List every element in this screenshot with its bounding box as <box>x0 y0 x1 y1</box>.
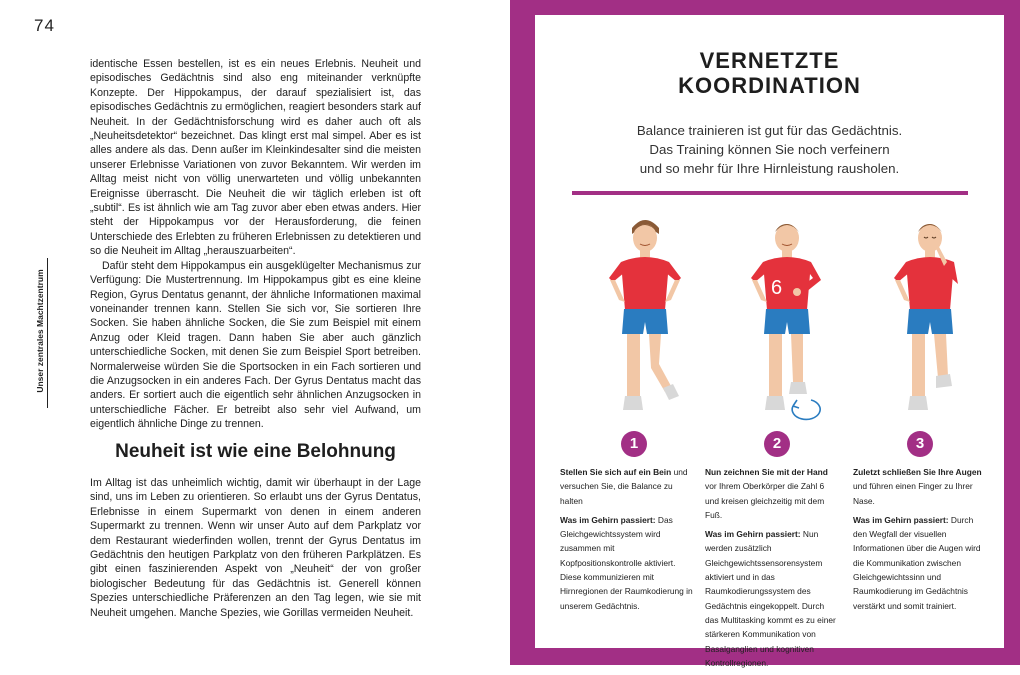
step-3-badge: 3 <box>907 431 933 457</box>
step-1-badge: 1 <box>621 431 647 457</box>
step-1-brain-label: Was im Gehirn passiert: <box>560 514 656 525</box>
left-page <box>0 0 510 665</box>
step-3-brain-text: Durch den Wegfall der visuellen Informationen über die Augen wird die Kommunikation zwischen Gleichgewichtssinn und Raumkodierung im Gedächtnis verstärkt und somit trainiert. <box>853 514 981 611</box>
right-page <box>510 0 1020 668</box>
paragraph-2: Dafür steht dem Hippokampus ein ausgeklügelter Mechanismus zur Verfügung: Die Mustertrennung. Im Hippokampus gibt es eine kleine Region, Gyrus Dentatus genannt, der ähnliche Informationen maximal voneinander trennen kann. Stellen Sie sich vor, Sie sortieren Ihre Socken. Sie haben ähnliche Socken, die Sie zum Beispiel mit einem Anzug oder Kleid tragen. Dann haben Sie aber auch gänzlich unterschiedliche Socken, mit denen Sie zum Beispiel Sport betreiben. Normalerweise würden Sie die Sportsocken in ein Fach sortieren und die Anzugsocken in ein anderes Fach. Der Gyrus Dentatus macht das anders. Er sortiert auch die eigentlich sehr ähnlichen Anzugsocken in unterschiedliche Fächer. Er betreibt also sehr viel Aufwand, um eigentlich ähnliche Dinge zu trennen. <box>90 259 421 431</box>
step-2-text <box>705 465 839 675</box>
step-2-badge: 2 <box>764 431 790 457</box>
step-2-brain <box>705 527 839 670</box>
side-section-label-text: Unser zentrales Machtzentrum <box>35 269 45 393</box>
card-subtitle-line1: Balance trainieren ist gut für das Gedächtnis. <box>636 123 903 138</box>
exercise-figure-1-illustration <box>599 210 691 432</box>
step-1-instruction-bold: Stellen Sie sich auf ein Bein <box>560 467 672 477</box>
step-2-brain-text: Nun werden zusätzlich Gleichgewichtssensorensystem aktiviert und in das Raumkodierungssystem des Gedächtnis eingekoppelt. Durch das Multitasking kommt es zu einer stärkeren Kommunikation von Basalganglien und kognitiven Kontrollregionen. <box>705 529 836 668</box>
step-1-brain <box>560 513 694 613</box>
step-2-instruction <box>705 465 839 522</box>
info-card <box>535 15 1004 668</box>
step-3-brain <box>853 513 987 613</box>
body-text-bottom <box>90 476 421 620</box>
card-title-line1: VERNETZTE <box>699 48 840 73</box>
side-rule <box>47 258 48 408</box>
card-title <box>535 48 1004 98</box>
paragraph-1: identische Essen bestellen, ist es ein neues Erlebnis. Neuheit und episodisches Gedächtnis sind also eng miteinander verknüpfte Konzepte. Der Hippokampus, der darauf spezialisiert ist, das episodisches Gedächtnis zu ermöglichen, reagiert besonders stark auf Neuheit. In der Gedächtnisforschung wird es daher auch oft als „Neuheitsdetektor“ bezeichnet. Das klingt erst mal simpel. Aber es ist alles andere als das. Denn außer im Kleinkindesalter sind die meisten unserer Erlebnisse Variationen von zuvor Bekanntem. Wir werden im Alltag meist nicht von völlig unerwarteten und völlig unbekannten Ereignisse überrascht. Die Neuheit die wir täglich erleben ist oft „subtil“. Es ist ähnlich wie am Tag zuvor aber eben etwas anders. Hier steht der Hippokampus vor der Herausforderung, die feinen Unterschiede des Erlebten zu früheren Erlebnissen zu detektieren und so die Neuheit im Alltag „herauszuarbeiten“. <box>90 58 421 258</box>
step-1-instruction-rest: und versuchen Sie, die Balance zu halten <box>560 467 688 506</box>
exercise-figure-3-illustration <box>884 210 976 432</box>
section-heading: Neuheit ist wie eine Belohnung <box>115 441 396 462</box>
divider-rule <box>572 191 968 195</box>
card-subtitle-line3: und so mehr für Ihre Hirnleistung rausholen. <box>639 161 900 176</box>
step-1-brain-text: Das Gleichgewichtssystem wird zusammen mit Kopfpositionskontrolle aktiviert. Diese kommunizieren mit Hirnregionen der Raumkodierung in unserem Gedächtnis. <box>560 514 693 611</box>
step-1-instruction <box>560 465 694 508</box>
card-title-line2: KOORDINATION <box>678 73 861 98</box>
body-text-top <box>90 57 421 432</box>
step-1-text <box>560 465 694 618</box>
card-subtitle-line2: Das Training können Sie noch verfeinern <box>649 142 890 157</box>
drawn-number-label: 6 <box>771 277 783 299</box>
paragraph-3: Im Alltag ist das unheimlich wichtig, damit wir überhaupt in der Lage sind, uns im Leben zu orientieren. So erlaubt uns der Gyrus Dentatus, Erlebnisse in einem Supermarkt von denen in einem anderen Supermarkt zu trennen. Wenn wir unser Auto auf dem Parkplatz vor dem Restaurant wiederfinden wollen, trennt der Gyrus Dentatus im Gedächtnis den heutigen Parkplatz von den früheren Parkplätzen. Es gibt einen faszinierenden Aspekt von „Neuheit“ der von großer biologischer Bedeutung für das Gedächtnis ist. Generell können Spezies unterschiedliche Präferenzen an den Tag legen, wie sie mit Neuheit umgehen. Manche Spezies, wie Gorillas vermeiden Neuheit. <box>90 477 421 619</box>
side-section-label <box>33 258 47 408</box>
page-number: 74 <box>34 16 55 35</box>
step-3-brain-label: Was im Gehirn passiert: <box>853 514 949 525</box>
step-3-instruction-bold: Zuletzt schließen Sie Ihre Augen <box>853 467 982 477</box>
step-2-brain-label: Was im Gehirn passiert: <box>705 529 801 540</box>
step-2-instruction-rest: vor Ihrem Oberkörper die Zahl 6 und kreisen gleichzeitig mit dem Fuß. <box>705 481 825 520</box>
step-3-text <box>853 465 987 618</box>
step-3-instruction <box>853 465 987 508</box>
step-3-instruction-rest: und führen einen Finger zu Ihrer Nase. <box>853 481 973 506</box>
exercise-figure-2-illustration <box>741 210 833 432</box>
card-subtitle <box>595 121 944 178</box>
step-2-instruction-bold: Nun zeichnen Sie mit der Hand <box>705 467 828 477</box>
